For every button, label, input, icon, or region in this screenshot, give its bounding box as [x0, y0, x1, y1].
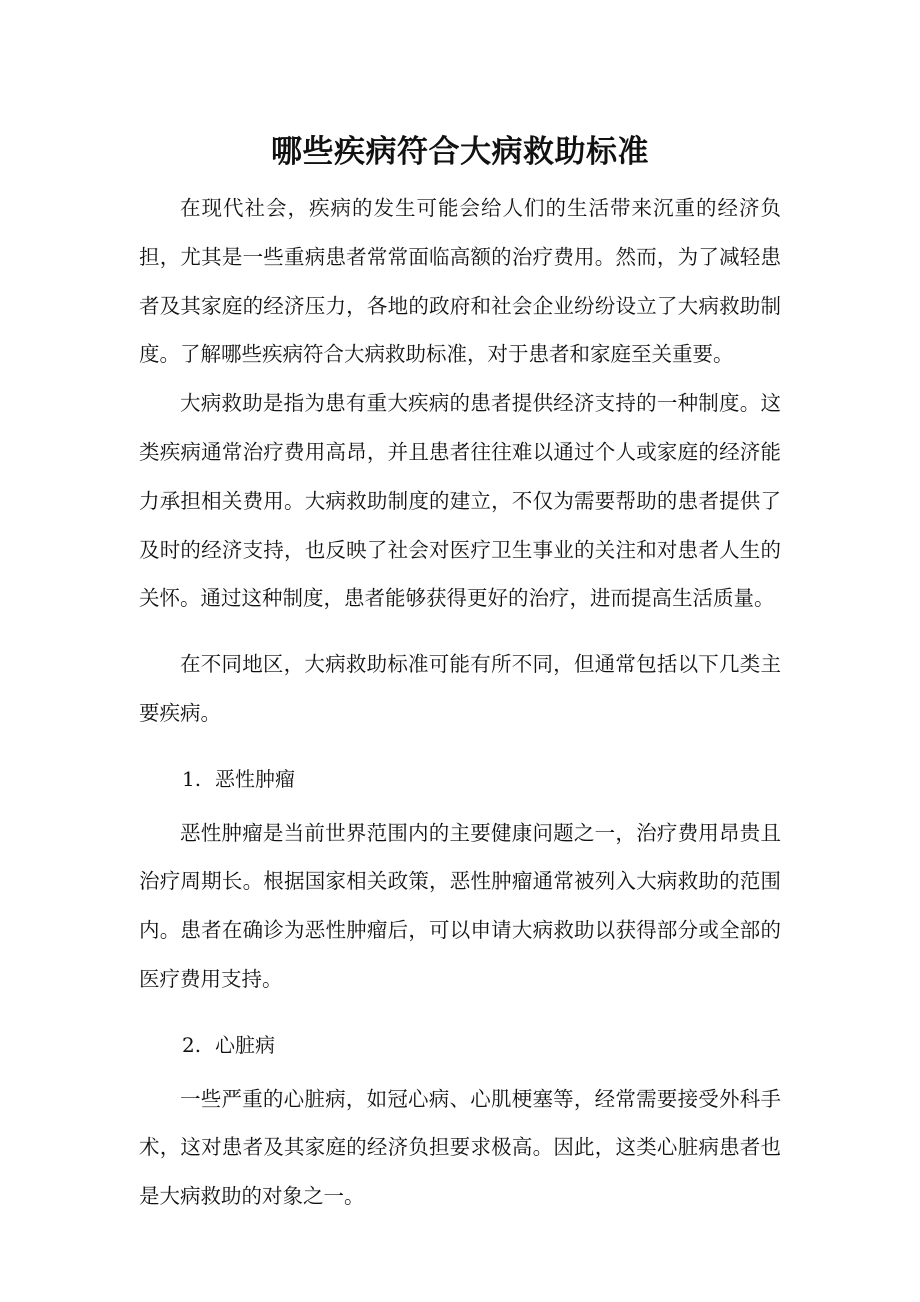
section-paragraph-2: 一些严重的心脏病，如冠心病、心肌梗塞等，经常需要接受外科手术，这对患者及其家庭的经济负担要求极高。因此，这类心脏病患者也是大病救助的对象之一。: [139, 1086, 781, 1209]
document-body: [139, 128, 781, 1238]
section-paragraph-1: 恶性肿瘤是当前世界范围内的主要健康问题之一，治疗费用昂贵且治疗周期长。根据国家相关政策，恶性肿瘤通常被列入大病救助的范围内。患者在确诊为恶性肿瘤后，可以申请大病救助以获得部分或全部的医疗费用支持。: [139, 820, 781, 991]
section-heading-text: 恶性肿瘤: [215, 766, 295, 791]
intro-paragraph-2: 大病救助是指为患有重大疾病的患者提供经济支持的一种制度。这类疾病通常治疗费用高昂，并且患者往往难以通过个人或家庭的经济能力承担相关费用。大病救助制度的建立，不仅为需要帮助的患者提供了及时的经济支持，也反映了社会对医疗卫生事业的关注和对患者人生的关怀。通过这种制度，患者能够获得更好的治疗，进而提高生活质量。: [139, 391, 781, 611]
document-title: 哪些疾病符合大病救助标准: [271, 134, 649, 170]
section-number: 1.: [182, 766, 202, 791]
section-heading-2: [139, 1021, 781, 1070]
section-heading-text: 心脏病: [215, 1032, 275, 1057]
intro-paragraph-1: 在现代社会，疾病的发生可能会给人们的生活带来沉重的经济负担，尤其是一些重病患者常常面临高额的治疗费用。然而，为了减轻患者及其家庭的经济压力，各地的政府和社会企业纷纷设立了大病救助制度。了解哪些疾病符合大病救助标准，对于患者和家庭至关重要。: [139, 196, 781, 367]
intro-paragraph-3: 在不同地区，大病救助标准可能有所不同，但通常包括以下几类主要疾病。: [139, 652, 781, 725]
section-number: 2.: [182, 1032, 202, 1057]
section-heading-1: [139, 755, 781, 804]
